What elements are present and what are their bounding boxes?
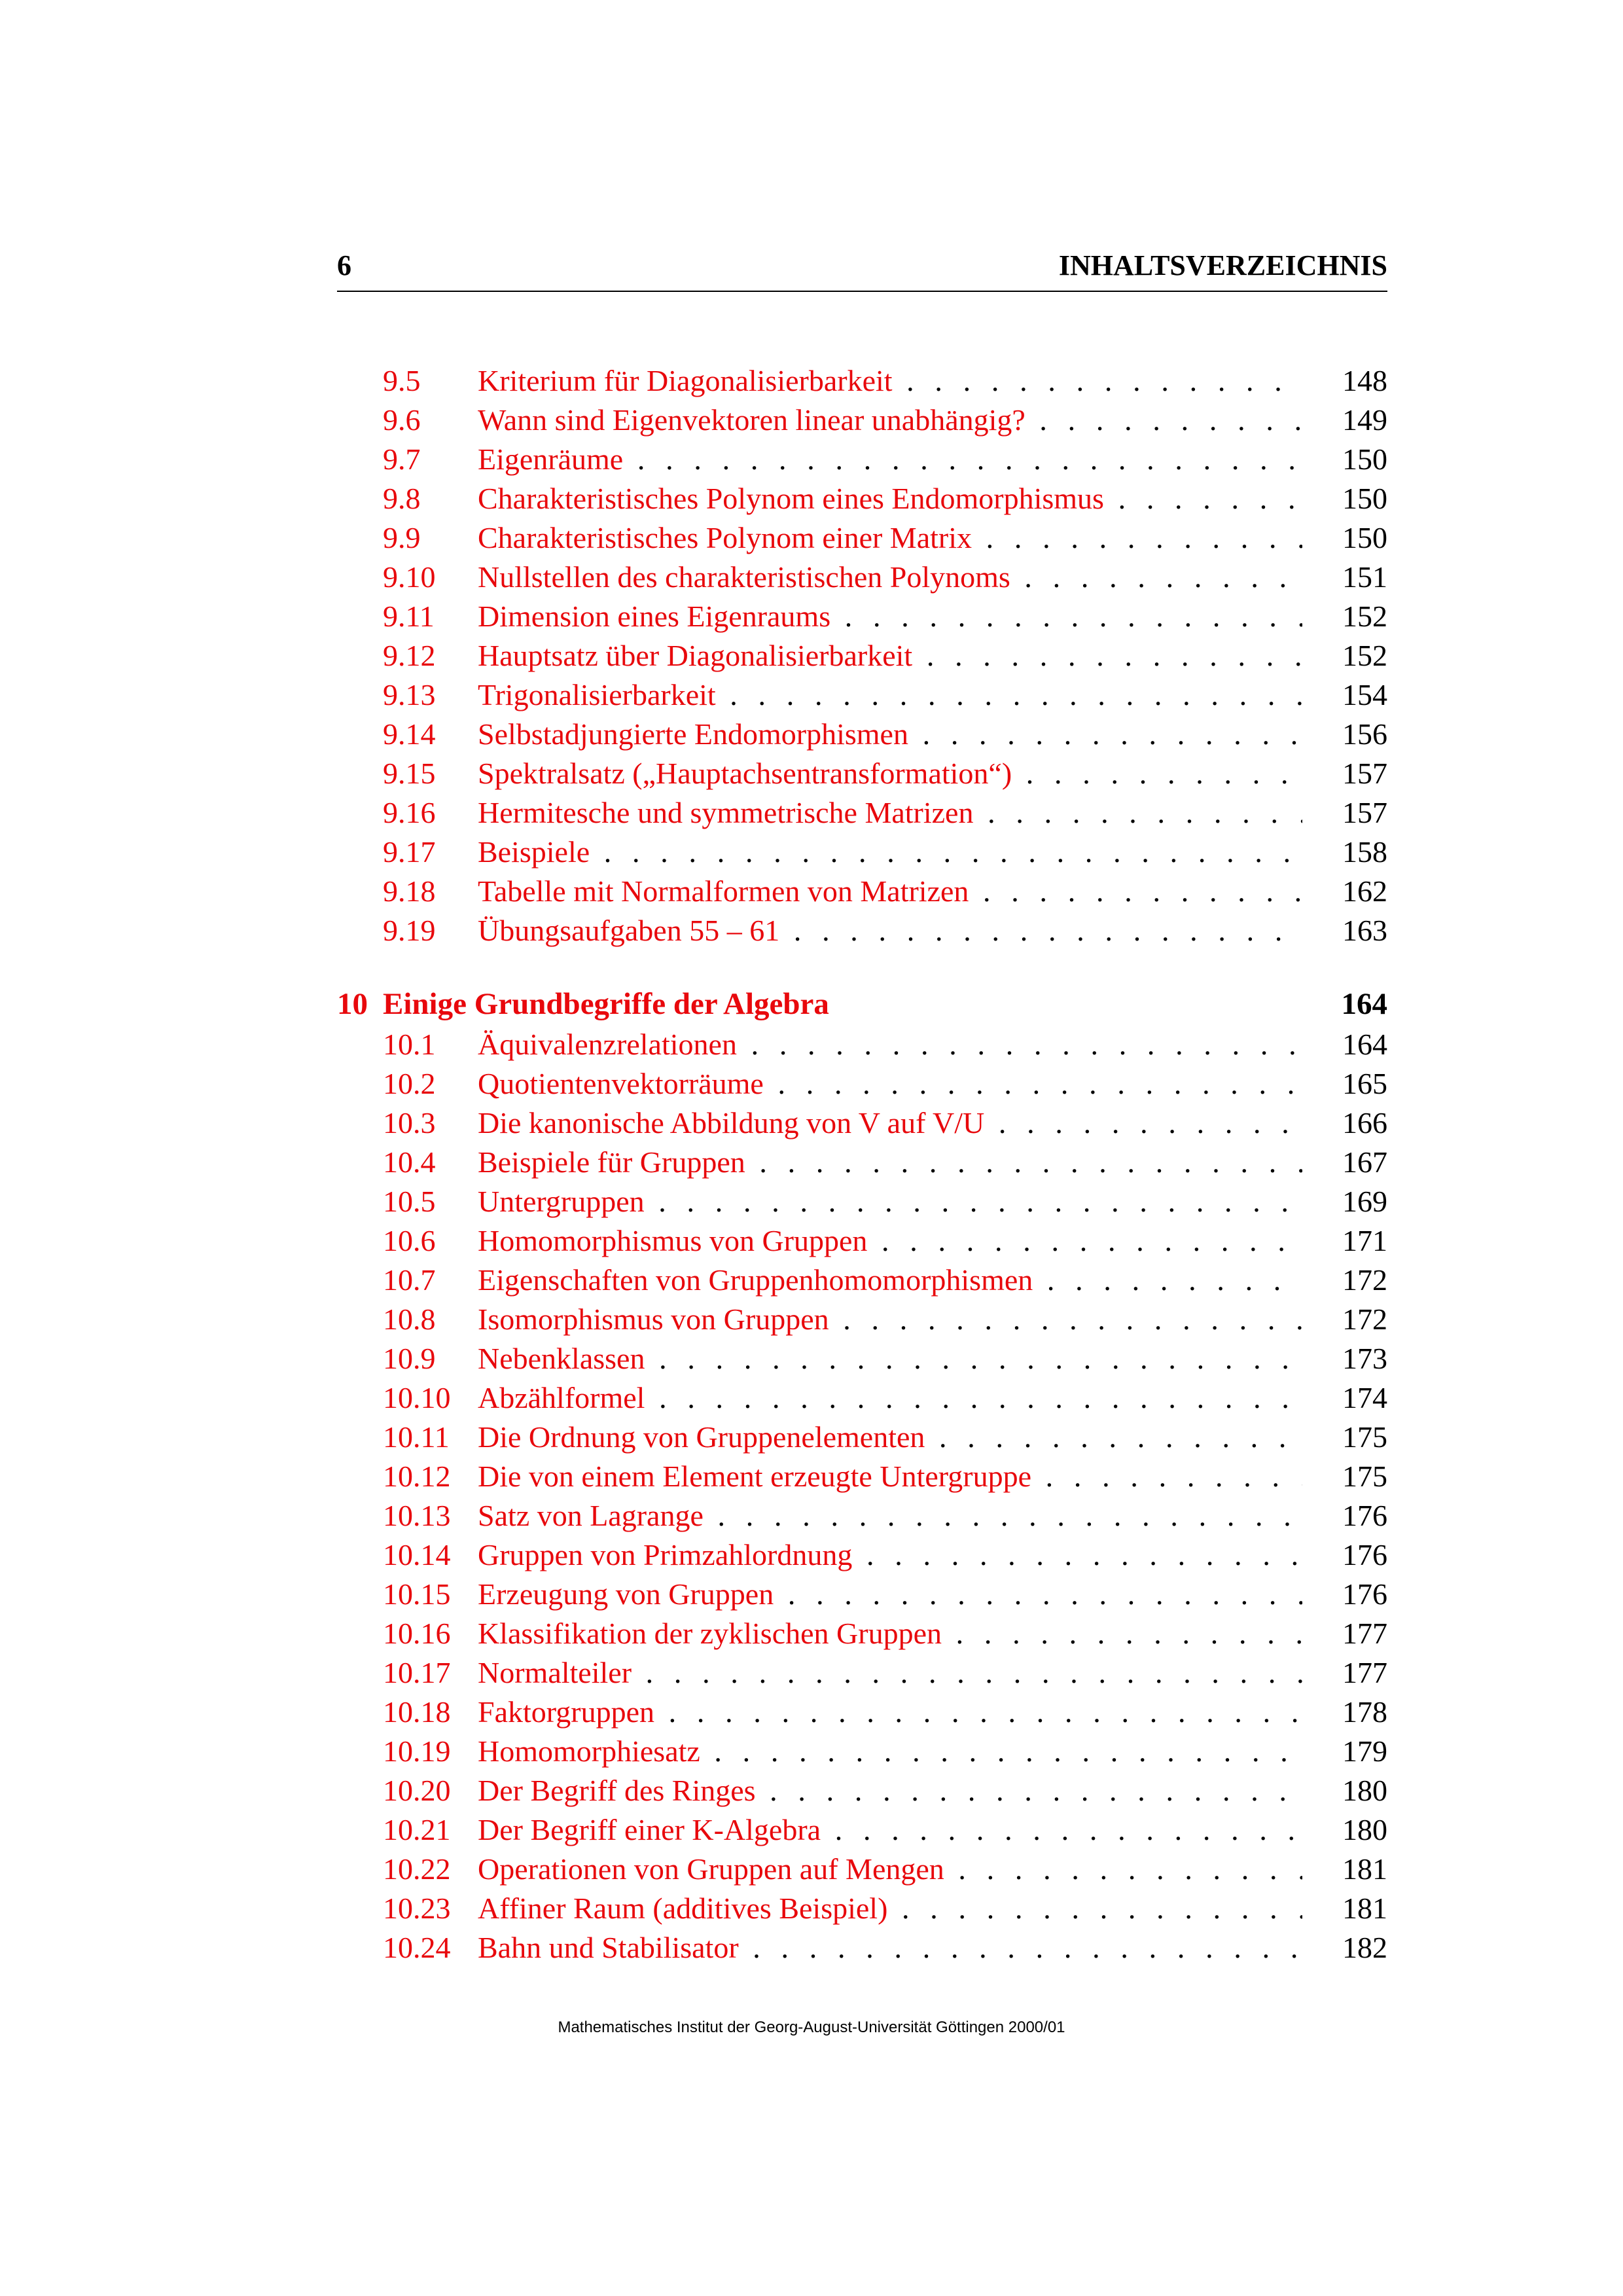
entry-number[interactable]: 9.15 — [383, 757, 436, 790]
toc-entry[interactable] — [337, 636, 1387, 675]
entry-title[interactable]: Übungsaufgaben 55 – 61 . . . — [478, 911, 1302, 950]
entry-number[interactable]: 10.23 — [383, 1892, 451, 1925]
toc-entry[interactable] — [337, 1339, 1387, 1378]
entry-page: 149 — [1342, 403, 1387, 437]
toc-entry[interactable] — [337, 1182, 1387, 1221]
entry-number[interactable]: 9.8 — [383, 482, 421, 515]
toc-entry[interactable] — [337, 715, 1387, 754]
entry-number[interactable]: 9.12 — [383, 639, 436, 672]
entry-number[interactable]: 9.18 — [383, 874, 436, 908]
entry-page: 180 — [1342, 1813, 1387, 1846]
toc-entry[interactable] — [337, 1928, 1387, 1967]
entry-title[interactable]: Nebenklassen . . . — [478, 1339, 1302, 1378]
entry-number[interactable]: 10.20 — [383, 1774, 451, 1807]
toc-entry[interactable] — [337, 1064, 1387, 1103]
toc-entry[interactable] — [337, 440, 1387, 479]
entry-title[interactable]: Quotientenvektorräume . . . — [478, 1064, 1302, 1103]
toc-entry[interactable] — [337, 1457, 1387, 1496]
entry-page: 176 — [1342, 1538, 1387, 1571]
entry-page: 166 — [1342, 1106, 1387, 1139]
entry-title[interactable]: Dimension eines Eigenraums . . . — [478, 597, 1302, 636]
entry-page: 173 — [1342, 1342, 1387, 1375]
toc-entry[interactable] — [337, 558, 1387, 597]
entry-title[interactable]: Eigenschaften von Gruppenhomomorphismen . . . — [478, 1261, 1302, 1300]
page-footer: Mathematisches Institut der Georg-August-Universität Göttingen 2000/01 — [558, 2018, 1065, 2036]
entry-number[interactable]: 10.21 — [383, 1813, 451, 1846]
toc-entry[interactable] — [337, 597, 1387, 636]
entry-title[interactable]: Beispiele für Gruppen . . . — [478, 1143, 1302, 1182]
entry-title[interactable]: Trigonalisierbarkeit . . . — [478, 675, 1302, 715]
entry-number[interactable]: 9.13 — [383, 678, 436, 711]
entry-title[interactable]: Nullstellen des charakteristischen Polynoms . . . — [478, 558, 1302, 597]
entry-number[interactable]: 10.10 — [383, 1381, 451, 1414]
entry-title[interactable]: Kriterium für Diagonalisierbarkeit . . . — [478, 361, 1302, 401]
chapter-entry[interactable] — [337, 983, 1387, 1025]
page-number: 6 — [337, 249, 351, 281]
toc-entry[interactable] — [337, 479, 1387, 518]
entry-title[interactable]: Homomorphismus von Gruppen . . . — [478, 1221, 1302, 1261]
entry-page: 175 — [1342, 1420, 1387, 1454]
toc-entry[interactable] — [337, 1496, 1387, 1535]
entry-number[interactable]: 9.17 — [383, 835, 436, 869]
section-9-entries — [337, 361, 1387, 950]
entry-page: 177 — [1342, 1617, 1387, 1650]
toc-entry[interactable] — [337, 1614, 1387, 1653]
entry-title[interactable]: Normalteiler . . . — [478, 1653, 1302, 1693]
entry-page: 164 — [1342, 1028, 1387, 1061]
toc-entry[interactable] — [337, 1810, 1387, 1850]
entry-number[interactable]: 10.6 — [383, 1224, 436, 1257]
entry-title[interactable]: Beispiele . . . — [478, 833, 1302, 872]
entry-page: 151 — [1342, 560, 1387, 594]
entry-page: 182 — [1342, 1931, 1387, 1964]
section-10-entries — [337, 1025, 1387, 1967]
toc-entry[interactable] — [337, 754, 1387, 793]
chapter-title[interactable]: Einige Grundbegriffe der Algebra — [383, 987, 829, 1021]
entry-title[interactable]: Hauptsatz über Diagonalisierbarkeit . . . — [478, 636, 1302, 675]
entry-number[interactable]: 10.14 — [383, 1538, 451, 1571]
toc-entry[interactable] — [337, 1025, 1387, 1064]
toc-entry[interactable] — [337, 1535, 1387, 1575]
page-header — [337, 249, 1387, 283]
entry-number[interactable]: 10.12 — [383, 1460, 451, 1493]
entry-page: 150 — [1342, 521, 1387, 554]
entry-title[interactable]: Der Begriff des Ringes . . . — [478, 1771, 1302, 1810]
table-of-contents — [337, 361, 1387, 1967]
toc-entry[interactable] — [337, 1103, 1387, 1143]
toc-entry[interactable] — [337, 1143, 1387, 1182]
entry-number[interactable]: 9.11 — [383, 600, 435, 633]
entry-title[interactable]: Charakteristisches Polynom eines Endomorphismus . . . — [478, 479, 1302, 518]
entry-title[interactable]: Satz von Lagrange . . . — [478, 1496, 1302, 1535]
entry-page: 177 — [1342, 1656, 1387, 1689]
entry-number[interactable]: 10.3 — [383, 1106, 436, 1139]
entry-page: 172 — [1342, 1302, 1387, 1336]
entry-page: 157 — [1342, 796, 1387, 829]
toc-entry[interactable] — [337, 1221, 1387, 1261]
entry-title[interactable]: Spektralsatz („Hauptachsentransformation“) . . . — [478, 754, 1302, 793]
entry-number[interactable]: 10.18 — [383, 1695, 451, 1729]
entry-page: 167 — [1342, 1145, 1387, 1179]
entry-page: 157 — [1342, 757, 1387, 790]
entry-title[interactable]: Die kanonische Abbildung von V auf V/U . . . — [478, 1103, 1302, 1143]
entry-number[interactable]: 10.16 — [383, 1617, 451, 1650]
entry-title[interactable]: Der Begriff einer K-Algebra . . . — [478, 1810, 1302, 1850]
entry-page: 171 — [1342, 1224, 1387, 1257]
running-title: INHALTSVERZEICHNIS — [1058, 249, 1387, 281]
entry-title[interactable]: Faktorgruppen . . . — [478, 1693, 1302, 1732]
toc-entry[interactable] — [337, 793, 1387, 833]
toc-entry[interactable] — [337, 1575, 1387, 1614]
entry-page: 150 — [1342, 482, 1387, 515]
entry-title[interactable]: Gruppen von Primzahlordnung . . . — [478, 1535, 1302, 1575]
chapter-number[interactable]: 10 — [337, 987, 368, 1021]
toc-entry[interactable] — [337, 361, 1387, 401]
entry-title[interactable]: Die Ordnung von Gruppenelementen . . . — [478, 1418, 1302, 1457]
entry-title[interactable]: Erzeugung von Gruppen . . . — [478, 1575, 1302, 1614]
entry-number[interactable]: 9.9 — [383, 521, 421, 554]
entry-page: 148 — [1342, 364, 1387, 397]
entry-number[interactable]: 10.4 — [383, 1145, 436, 1179]
entry-page: 178 — [1342, 1695, 1387, 1729]
toc-entry[interactable] — [337, 1693, 1387, 1732]
entry-page: 176 — [1342, 1499, 1387, 1532]
entry-title[interactable]: Homomorphiesatz . . . — [478, 1732, 1302, 1771]
toc-entry[interactable] — [337, 1418, 1387, 1457]
entry-page: 163 — [1342, 914, 1387, 947]
toc-entry[interactable] — [337, 518, 1387, 558]
entry-number[interactable]: 9.10 — [383, 560, 436, 594]
entry-number[interactable]: 10.17 — [383, 1656, 451, 1689]
entry-number[interactable]: 10.19 — [383, 1734, 451, 1768]
entry-page: 152 — [1342, 600, 1387, 633]
entry-number[interactable]: 10.5 — [383, 1185, 436, 1218]
toc-entry[interactable] — [337, 1653, 1387, 1693]
toc-entry[interactable] — [337, 1378, 1387, 1418]
entry-title[interactable]: Klassifikation der zyklischen Gruppen . . . — [478, 1614, 1302, 1653]
entry-number[interactable]: 9.19 — [383, 914, 436, 947]
entry-number[interactable]: 10.9 — [383, 1342, 436, 1375]
entry-number[interactable]: 10.1 — [383, 1028, 436, 1061]
entry-page: 174 — [1342, 1381, 1387, 1414]
entry-page: 180 — [1342, 1774, 1387, 1807]
entry-page: 162 — [1342, 874, 1387, 908]
entry-page: 179 — [1342, 1734, 1387, 1768]
entry-number[interactable]: 10.11 — [383, 1420, 450, 1454]
entry-page: 176 — [1342, 1577, 1387, 1611]
entry-number[interactable]: 9.16 — [383, 796, 436, 829]
entry-page: 181 — [1342, 1892, 1387, 1925]
entry-title[interactable]: Untergruppen . . . — [478, 1182, 1302, 1221]
toc-entry[interactable] — [337, 872, 1387, 911]
toc-entry[interactable] — [337, 1261, 1387, 1300]
toc-entry[interactable] — [337, 1732, 1387, 1771]
header-rule — [337, 291, 1387, 292]
entry-number[interactable]: 10.15 — [383, 1577, 451, 1611]
entry-page: 169 — [1342, 1185, 1387, 1218]
entry-number[interactable]: 10.22 — [383, 1852, 451, 1886]
toc-entry[interactable] — [337, 1771, 1387, 1810]
entry-title[interactable]: Abzählformel . . . — [478, 1378, 1302, 1418]
entry-title[interactable]: Operationen von Gruppen auf Mengen . . . — [478, 1850, 1302, 1889]
entry-number[interactable]: 10.7 — [383, 1263, 436, 1297]
entry-title[interactable]: Äquivalenzrelationen . . . — [478, 1025, 1302, 1064]
chapter-page: 164 — [1341, 987, 1387, 1021]
entry-page: 158 — [1342, 835, 1387, 869]
entry-title[interactable]: Wann sind Eigenvektoren linear unabhängig? . . . — [478, 401, 1302, 440]
entry-number[interactable]: 9.7 — [383, 442, 421, 476]
entry-number[interactable]: 10.8 — [383, 1302, 436, 1336]
entry-page: 150 — [1342, 442, 1387, 476]
entry-title[interactable]: Affiner Raum (additives Beispiel) . . . — [478, 1889, 1302, 1928]
toc-entry[interactable] — [337, 1889, 1387, 1928]
entry-number[interactable]: 10.24 — [383, 1931, 451, 1964]
entry-page: 165 — [1342, 1067, 1387, 1100]
entry-title[interactable]: Eigenräume . . . — [478, 440, 1302, 479]
entry-title[interactable]: Hermitesche und symmetrische Matrizen . . . — [478, 793, 1302, 833]
toc-entry[interactable] — [337, 833, 1387, 872]
toc-entry[interactable] — [337, 911, 1387, 950]
entry-page: 154 — [1342, 678, 1387, 711]
entry-title[interactable]: Charakteristisches Polynom einer Matrix . . . — [478, 518, 1302, 558]
entry-number[interactable]: 9.6 — [383, 403, 421, 437]
toc-entry[interactable] — [337, 1300, 1387, 1339]
entry-number[interactable]: 9.5 — [383, 364, 421, 397]
entry-number[interactable]: 10.2 — [383, 1067, 436, 1100]
toc-entry[interactable] — [337, 1850, 1387, 1889]
toc-entry[interactable] — [337, 401, 1387, 440]
entry-title[interactable]: Tabelle mit Normalformen von Matrizen . . . — [478, 872, 1302, 911]
entry-page: 175 — [1342, 1460, 1387, 1493]
entry-page: 152 — [1342, 639, 1387, 672]
entry-page: 156 — [1342, 717, 1387, 751]
entry-title[interactable]: Selbstadjungierte Endomorphismen . . . — [478, 715, 1302, 754]
entry-title[interactable]: Bahn und Stabilisator . . . — [478, 1928, 1302, 1967]
toc-entry[interactable] — [337, 675, 1387, 715]
entry-page: 181 — [1342, 1852, 1387, 1886]
entry-title[interactable]: Die von einem Element erzeugte Untergruppe . . . — [478, 1457, 1302, 1496]
entry-page: 172 — [1342, 1263, 1387, 1297]
entry-number[interactable]: 9.14 — [383, 717, 436, 751]
entry-number[interactable]: 10.13 — [383, 1499, 451, 1532]
entry-title[interactable]: Isomorphismus von Gruppen . . . — [478, 1300, 1302, 1339]
